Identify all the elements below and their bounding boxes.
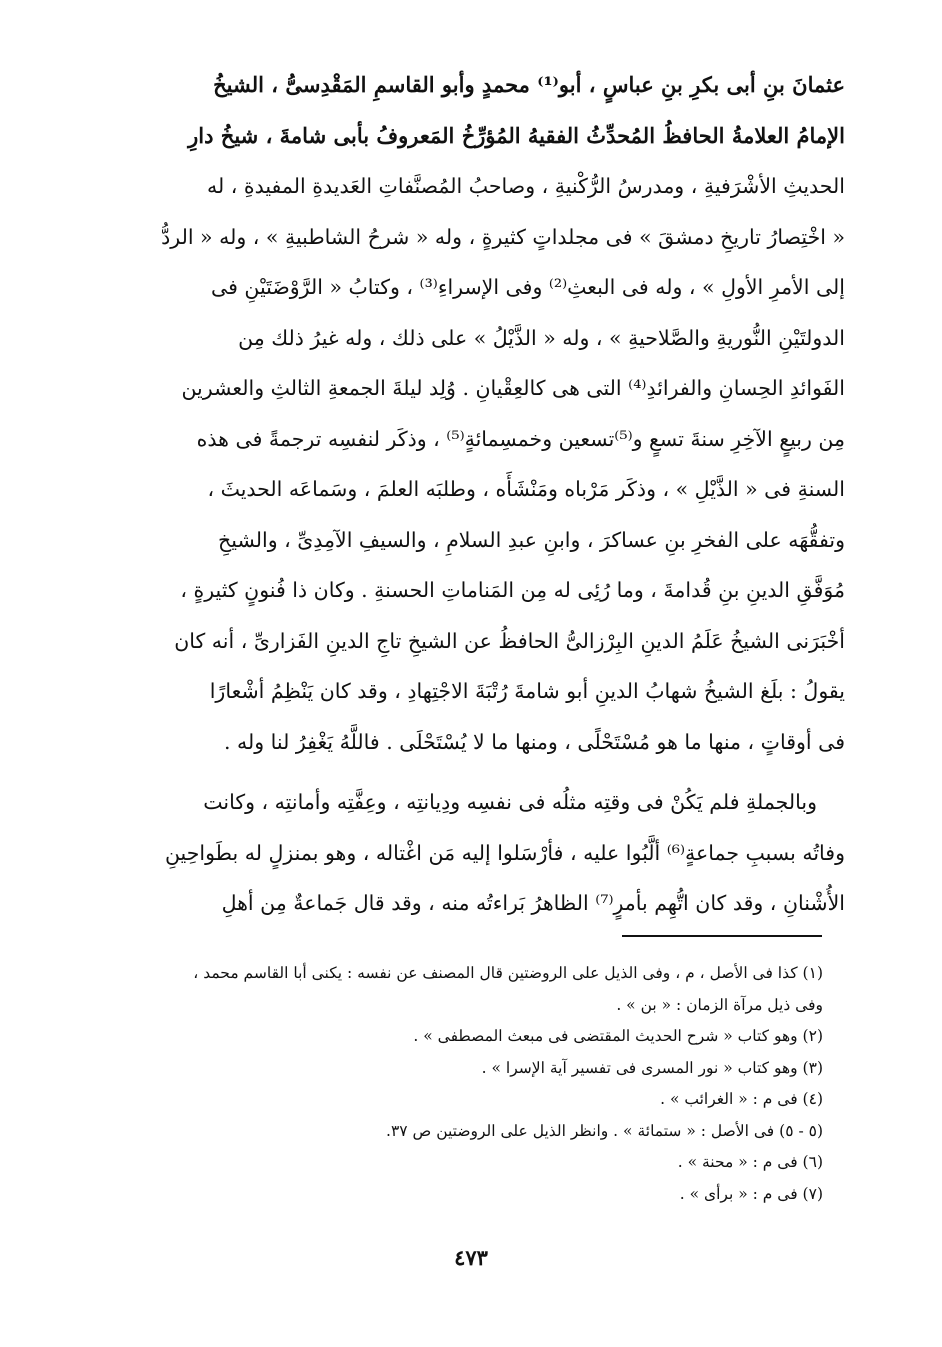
text-line: مِن ربيعٍ الآخِرِ سنةَ تسعٍ و⁽⁵⁾تسعين وخمسِمائةٍ⁽⁵⁾ ، وذكَر لنفسِه ترجمةً فى هذه [196,426,845,451]
paragraph-1 [100,60,845,767]
footnote: (٢) وهو كتاب « شرح الحديث المقتضى فى مبعث المصطفى » . [413,1027,823,1045]
text-line: إلى الأمرِ الأولِ » ، وله فى البعثِ⁽²⁾ وفى الإسراءِ⁽³⁾ ، وكتابُ « الرَّوْضَتَيْنِ فى [210,275,845,299]
footnote: (٤) فى م : « الغرائب » . [660,1090,823,1108]
text-line: الأُشْنانِ ، وقد كان اتُّهِم بأمرٍ⁽⁷⁾ الظاهرُ بَراءتُه منه ، وقد قال جَماعةٌ مِن أهلِ [221,891,845,915]
footnote-separator [622,935,822,937]
footnote: (٣) وهو كتاب « نور المسرى فى تفسير آية الإسرا » . [481,1058,823,1077]
text-line: فى أوقاتٍ ، منها ما هو مُسْتَحْلًى ، ومنها ما لا يُسْتَحْلَى . فاللَّهُ يَغْفِرُ لنا وله . [223,729,845,754]
main-text [100,60,845,929]
text-line: مُوَفَّقِ الدينِ بنِ قُدامةَ ، وما رُئِى له مِن المَناماتِ الحسنةِ . وكان ذا فُنونٍ كثيرةٍ ، [180,578,845,602]
text-line: السنةِ فى « الذَّيْلِ » ، وذكَر مَرْباه ومَنْشَأَه ، وطلبَه العلمَ ، وسَماعَه الحديثَ ، [207,477,845,501]
paragraph-2 [100,777,845,929]
footnote: (٧) فى م : « برأى » . [679,1184,823,1203]
text-line: عثمانَ بنِ أبى بكرِ بنِ عباسٍ ، أبو⁽¹⁾ محمدٍ وأبو القاسمِ المَقْدِسىُّ ، الشيخُ [213,72,845,97]
page-number: ٤٧٣ [454,1245,488,1270]
footnote: (٥ - ٥) فى الأصل : « ستمائة » . وانظر الذيل على الروضتين ص ٣٧. [386,1121,823,1140]
text-line: الإمامُ العلامةُ الحافظُ المُحدِّثُ الفقيهُ المُؤرِّخُ المَعروفُ بأبى شامةَ ، شيخُ دارِ [188,122,845,148]
text-line: يقولُ : بلَغ الشيخُ شهابُ الدينِ أبو شامةَ رُتْبَةَ الاجْتِهادِ ، وقد كان يَنْظِمُ أشْعارًا [209,679,845,703]
text-line: الفَوائدِ الحِسانِ والفرائدِ⁽⁴⁾ التى هى كالعِقْيانِ . وُلِد ليلةَ الجمعةِ الثالثِ والعشرين [181,376,845,400]
text-line: أخْبَرَنى الشيخُ عَلَمُ الدينِ البِرْزالىُّ الحافظُ عن الشيخِ تاجِ الدينِ الفَزارىِّ ، أنه كان [174,628,845,653]
text-line: وفاتُه بسببِ جماعةٍ⁽⁶⁾ ألَّبُوا عليه ، فأرْسَلوا إليه مَن اغْتاله ، وهو بمنزلٍ له بطَواحِينِ [164,840,845,865]
text-line: الحديثِ الأشْرَفيةِ ، ومدرسُ الرُّكْنيةِ ، وصاحبُ المُصنَّفاتِ العَديدةِ المفيدةِ ، له [206,174,845,198]
text-line: وتفقُّهَه على الفخرِ بنِ عساكرَ ، وابنِ عبدِ السلامِ ، والسيفِ الآمِدِىِّ ، والشيخِ [218,527,845,552]
footnote: وفى ذيل مرآة الزمان : « بن » . [616,995,823,1014]
footnote: (١) كذا فى الأصل ، م ، وفى الذيل على الروضتين قال المصنف عن نفسه : يكنى أبا القاسم محمد ، [193,964,823,982]
text-line: الدولتَيْنِ النُّوريةِ والصَّلاحيةِ » ، وله « الذَّيْلُ » على ذلك ، وله غيرُ ذلك مِن [238,325,845,350]
text-line: « اخْتِصارُ تاريخِ دمشقَ » فى مجلداتٍ كثيرةٍ ، وله « شرحُ الشاطبيةِ » ، وله « الردُّ [161,224,845,249]
footnote: (٦) فى م : « محنة » . [677,1153,823,1171]
text-line: وبالجملةِ فلم يَكُنْ فى وقتِه مثلُه فى نفسِه ودِيانتِه ، وعِفَّتِه وأمانتِه ، وكانت [203,790,817,814]
footnotes [100,958,845,1210]
